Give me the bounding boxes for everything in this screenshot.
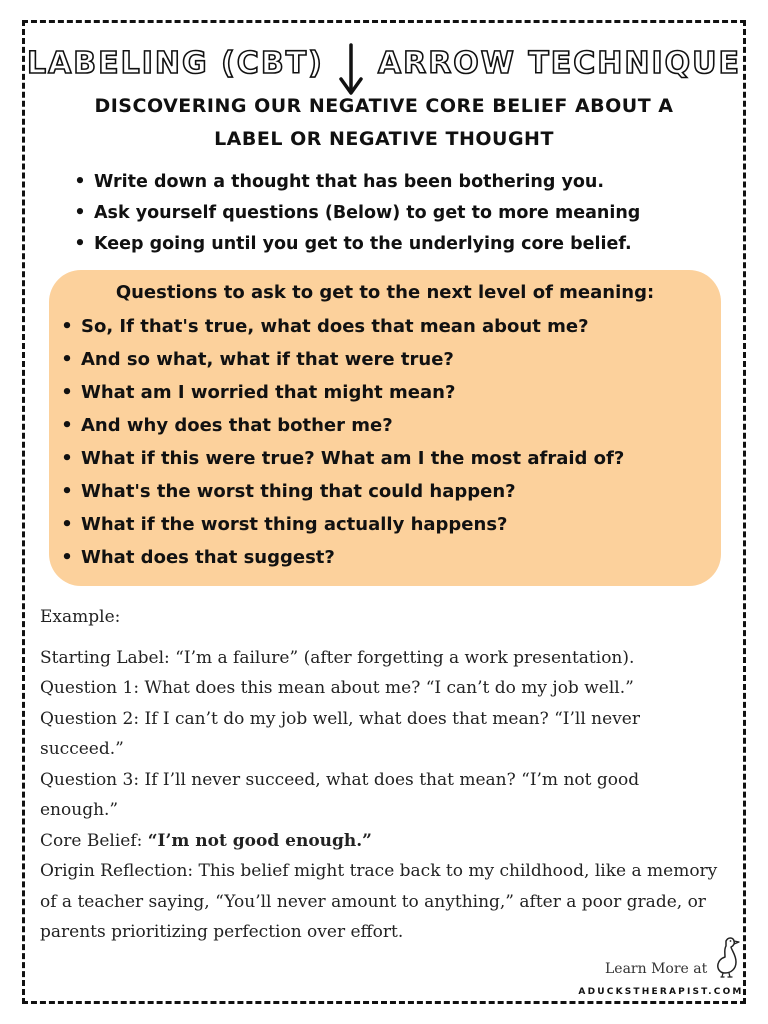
subtitle: DISCOVERING OUR NEGATIVE CORE BELIEF ABOUT A LABEL OR NEGATIVE THOUGHT <box>94 95 674 150</box>
list-item: • What am I worried that might mean? <box>57 376 717 409</box>
list-item: • And why does that bother me? <box>57 409 717 442</box>
example-starting: Starting Label: “I’m a failure” (after forgetting a work presentation). <box>40 647 635 668</box>
list-item: • And so what, what if that were true? <box>57 343 717 376</box>
example-section <box>40 602 720 948</box>
example-core-belief <box>40 826 720 857</box>
example-label: Example: <box>40 607 121 627</box>
instruction-list <box>70 167 710 260</box>
learn-more-text: Learn More at <box>605 961 708 977</box>
website-url[interactable]: ADUCKSTHERAPIST.COM <box>578 987 744 997</box>
questions-box <box>49 270 721 586</box>
list-item: • What's the worst thing that could happen? <box>57 475 717 508</box>
title-right: ARROW TECHNIQUE <box>377 45 742 81</box>
example-question-3: Question 3: If I’ll never succeed, what does that mean? “I’m not good enough.” <box>40 769 640 820</box>
list-item: • What if this were true? What am I the most afraid of? <box>57 442 717 475</box>
example-question-1: Question 1: What does this mean about me? “I can’t do my job well.” <box>40 678 634 698</box>
list-item: • So, If that's true, what does that mean about me? <box>57 310 717 343</box>
list-item: • Ask yourself questions (Below) to get to more meaning <box>70 198 710 229</box>
core-belief-prefix: Core Belief: <box>40 830 148 851</box>
title-left: LABELING (CBT) <box>26 45 324 81</box>
down-arrow-icon <box>338 43 364 97</box>
example-origin: Origin Reflection: This belief might trace back to my childhood, like a memory of a teacher saying, “You’ll never amount to anything,” after a poor grade, or parents prioritizing perfection over effort. <box>40 861 718 942</box>
list-item: • Write down a thought that has been bothering you. <box>70 167 710 198</box>
duck-icon <box>714 935 742 979</box>
list-item: • Keep going until you get to the underlying core belief. <box>70 229 710 260</box>
list-item: • What if the worst thing actually happens? <box>57 508 717 541</box>
list-item: • What does that suggest? <box>57 541 717 574</box>
page-title <box>0 38 768 88</box>
example-question-2: Question 2: If I can’t do my job well, what does that mean? “I’ll never succeed.” <box>40 708 640 759</box>
questions-list <box>57 310 717 574</box>
questions-heading: Questions to ask to get to the next level of meaning: <box>115 282 655 303</box>
core-belief-value: “I’m not good enough.” <box>147 830 372 851</box>
